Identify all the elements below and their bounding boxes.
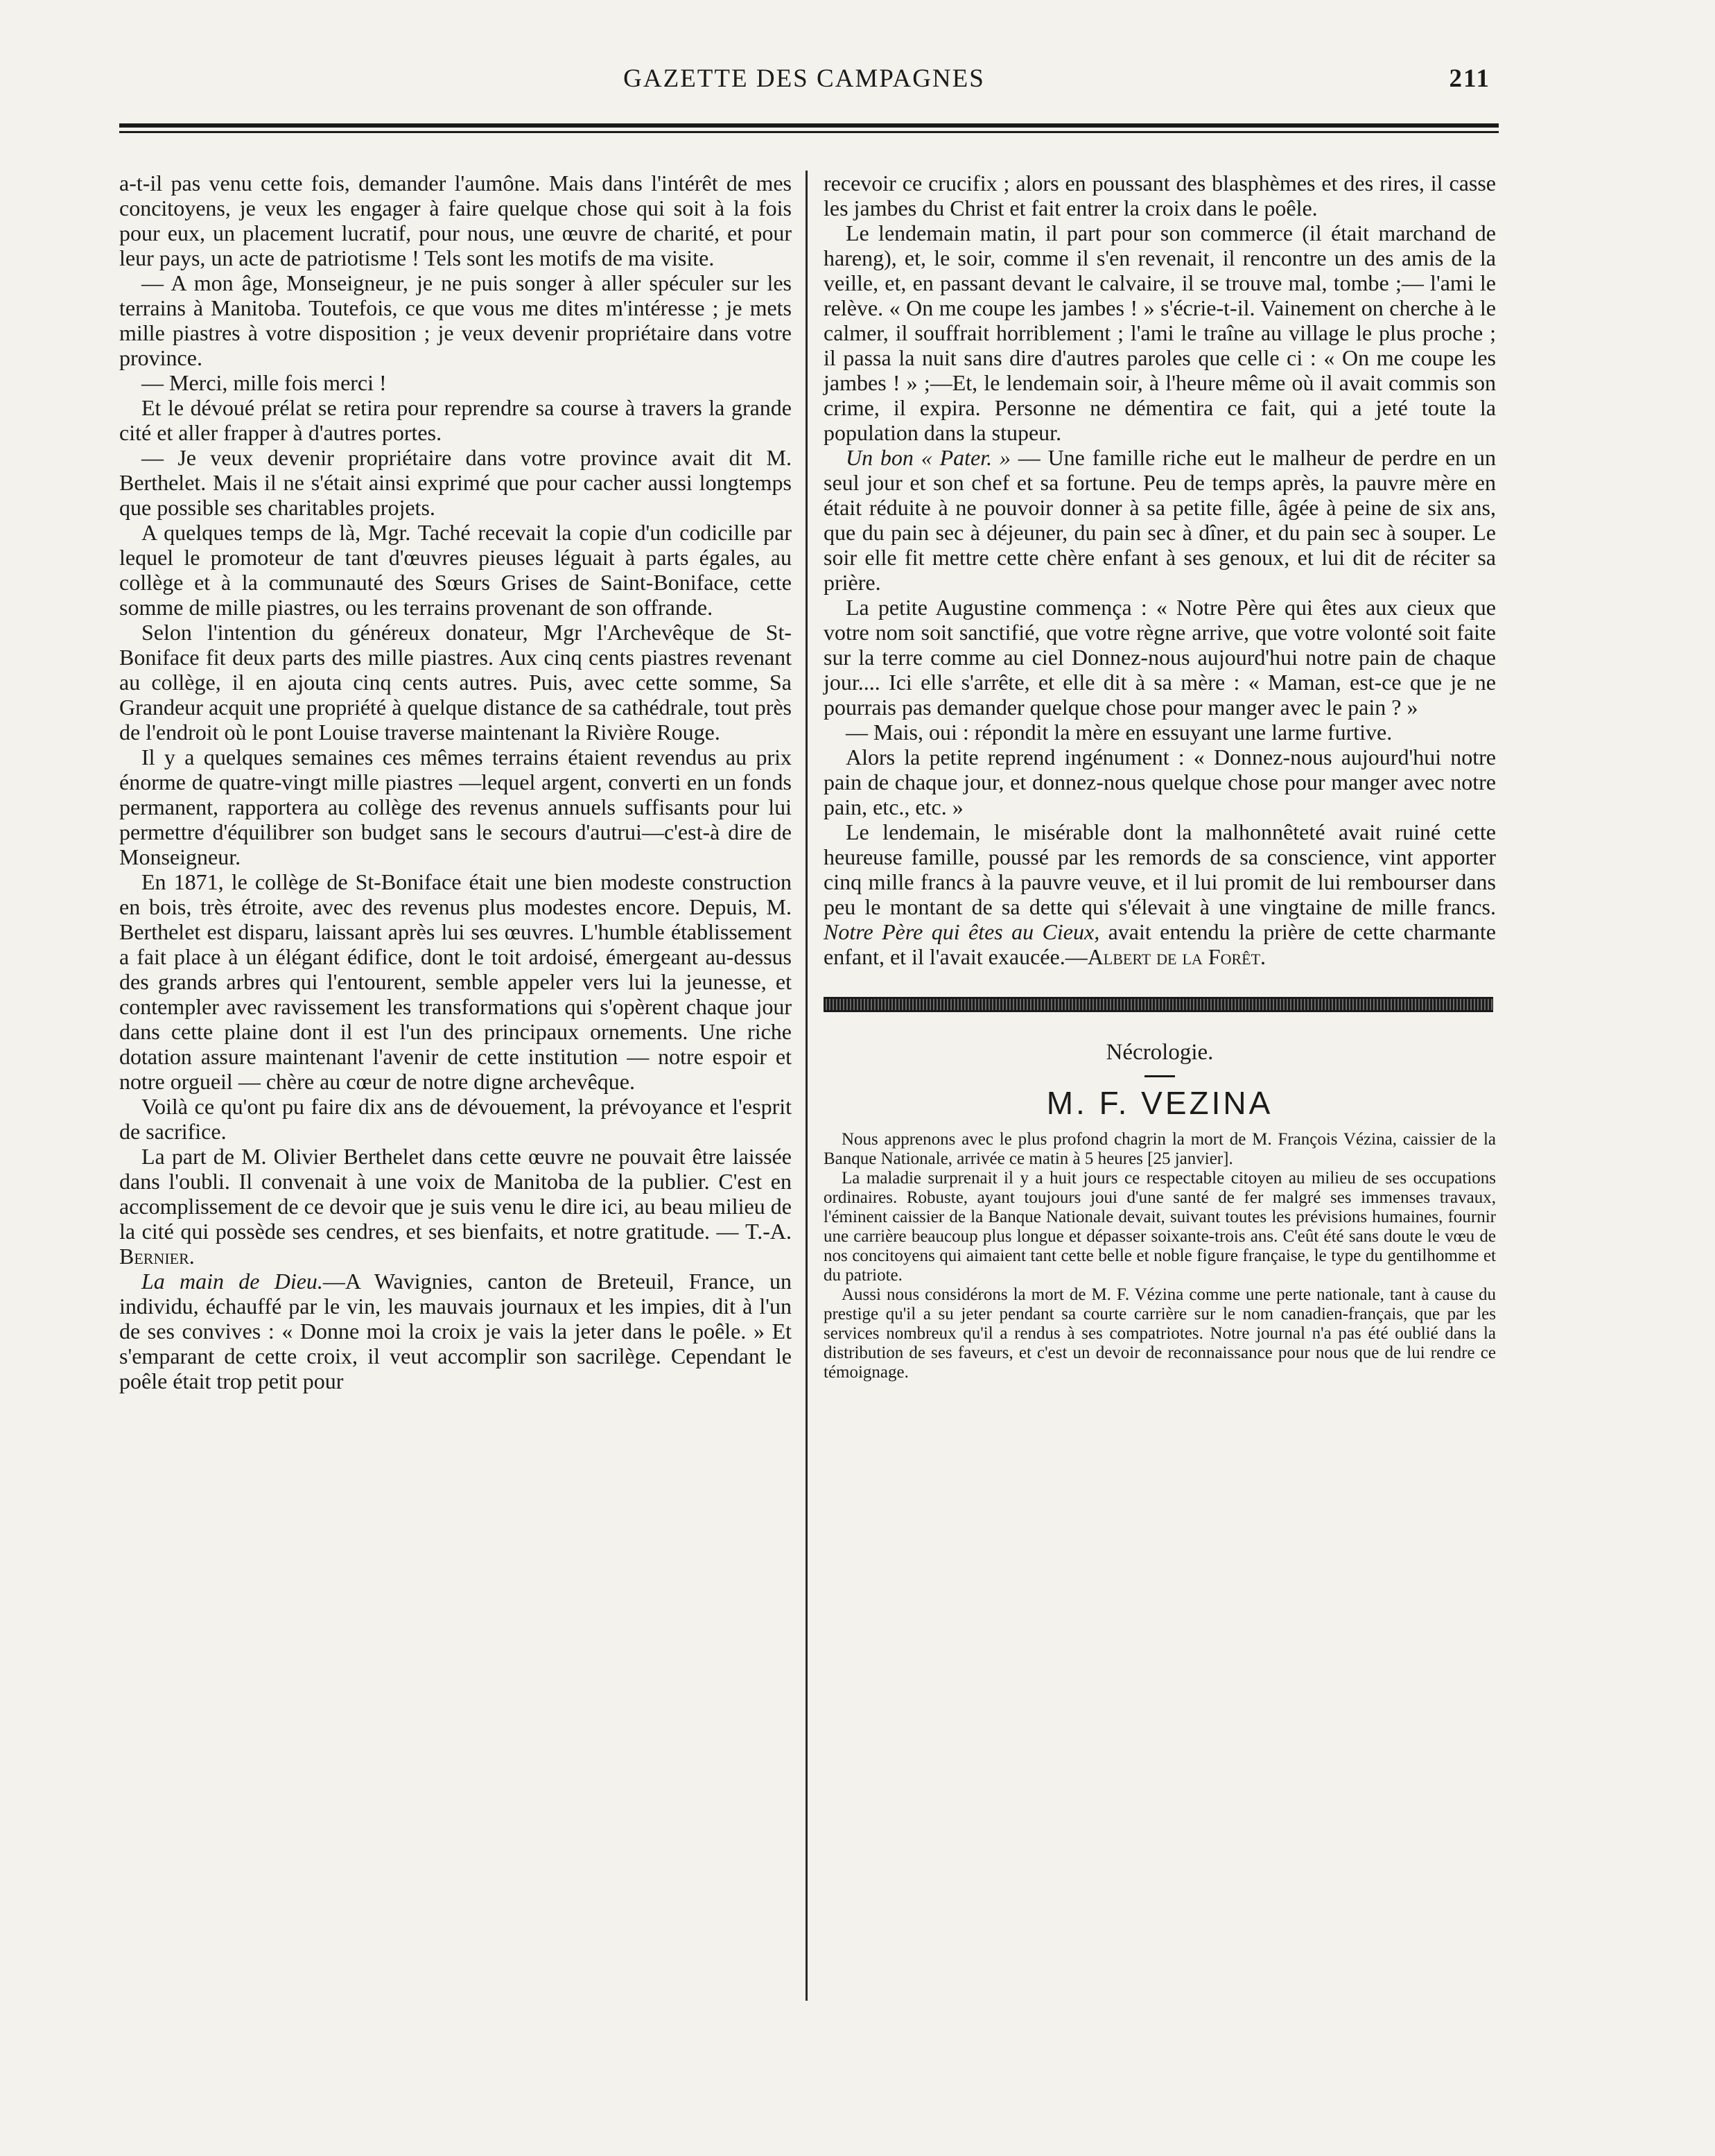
paragraph: — A mon âge, Monseigneur, je ne puis songer à aller spéculer sur les terrains à Manitoba. Toutefois, ce que vous me dites m'intéresse ; je mets mille piastres à votre disposition ; je veux devenir propriétaire dans votre province. bbox=[119, 270, 792, 370]
header-rule bbox=[119, 123, 1499, 133]
paragraph: En 1871, le collège de St-Boniface était une bien modeste construction en bois, très étroite, avec des revenus plus modestes encore. Depuis, M. Berthelet est disparu, laissant après lui ses œuvres. L'humble établissement a fait place à un élégant édifice, dont le toit ardoisé, émergeant au-dessus des grands arbres qui l'entourent, semble appeler vers lui la jeunesse, et contempler avec ravissement les transformations qui s'opèrent chaque jour dans cette plaine dont il est l'un des principaux ornements. Une riche dotation assure maintenant l'avenir de cette institution — notre espoir et notre orgueil — chère au cœur de notre digne archevêque. bbox=[119, 869, 792, 1094]
author-signature: Albert de la Forêt. bbox=[1087, 944, 1266, 969]
paragraph: Il y a quelques semaines ces mêmes terrains étaient revendus au prix énorme de quatre-vingt mille piastres —lequel argent, converti en un fonds permanent, rapportera au collège des revenus annuels suffisants pour lui permettre d'équilibrer son budget sans le secours d'autrui—c'est-à dire de Monseigneur. bbox=[119, 745, 792, 869]
paragraph-text: avait entendu la prière de cette charmante enfant, et il l'avait exaucée.— bbox=[824, 919, 1497, 969]
paragraph-with-signature bbox=[119, 1144, 792, 1269]
paragraph: Alors la petite reprend ingénument : « Donnez-nous aujourd'hui notre pain de chaque jour, et donnez-nous quelque chose pour manger avec notre pain, etc., etc. » bbox=[824, 745, 1496, 819]
paragraph-text: La part de M. Olivier Berthelet dans cette œuvre ne pouvait être laissée dans l'oubli. Il convenait à une voix de Manitoba de la publier. C'est en accomplissement de ce devoir que je suis venu le dire ici, au beau milieu de la cité qui possède ses cendres, et ses bienfaits, et notre gratitude. — bbox=[119, 1144, 792, 1244]
paragraph: Le lendemain matin, il part pour son commerce (il était marchand de hareng), et, le soir, comme il s'en revenait, il rencontre un des amis de la veille, et, en passant devant le calvaire, il se trouve mal, tombe ;— l'ami le relève. « On me coupe les jambes ! » s'écrie-t-il. Vainement on cherche à le calmer, il souffrait horriblement ; l'ami le traîne au village le plus proche ; il passa la nuit sans dire d'autres paroles que celle ci : « On me coupe les jambes ! » ;—Et, le lendemain soir, à l'heure même où il avait commis son crime, il expira. Personne ne démentira ce fait, qui a jeté toute la population dans la stupeur. bbox=[824, 220, 1496, 445]
italic-phrase: Notre Père qui êtes au Cieux, bbox=[824, 919, 1100, 944]
section-heading: Nécrologie. bbox=[1106, 1040, 1214, 1065]
paragraph: Voilà ce qu'ont pu faire dix ans de dévouement, la prévoyance et l'esprit de sacrifice. bbox=[119, 1094, 792, 1144]
paragraph: La petite Augustine commença : « Notre Père qui êtes aux cieux que votre nom soit sanctifié, que votre règne arrive, que votre volonté soit faite sur la terre comme au ciel Donnez-nous aujourd'hui notre pain de chaque jour.... Ici elle s'arrête, et elle dit à sa mère : « Maman, est-ce que je ne pourrais pas demander quelque chose pour manger avec le pain ? » bbox=[824, 595, 1496, 720]
paragraph-miracle bbox=[119, 1269, 792, 1393]
paragraph: Et le dévoué prélat se retira pour reprendre sa course à travers la grande cité et aller frapper à d'autres portes. bbox=[119, 395, 792, 445]
obituary-paragraph: La maladie surprenait il y a huit jours ce respectable citoyen au milieu de ses occupations ordinaires. Robuste, ayant toujours joui d'une santé de fer malgré ses immenses travaux, l'éminent caissier de la Banque Nationale devait, suivant toutes les prévisions humaines, fournir une carrière beaucoup plus longue et dépasser soixante-trois ans. C'eût été sans doute le vœu de nos concitoyens qui aimaient tant cette belle et noble figure française, le type du gentilhomme et du patriote. bbox=[824, 1169, 1496, 1285]
paragraph: A quelques temps de là, Mgr. Taché recevait la copie d'un codicille par lequel le promoteur de tant d'œuvres pieuses léguait à parts égales, au collège et à la communauté des Sœurs Grises de Saint-Boniface, cette somme de mille piastres, ou les terrains provenant de son offrande. bbox=[119, 520, 792, 620]
paragraph: — Mais, oui : répondit la mère en essuyant une larme furtive. bbox=[846, 720, 1393, 745]
article-lead: La main de Dieu. bbox=[141, 1269, 323, 1294]
running-head bbox=[118, 64, 1490, 97]
paragraph-with-signature bbox=[824, 819, 1496, 969]
right-column bbox=[824, 171, 1496, 1382]
paragraph: a-t-il pas venu cette fois, demander l'aumône. Mais dans l'intérêt de mes concitoyens, je veux les engager à faire quelque chose qui soit à la fois pour eux, un placement lucratif, pour nous, une œuvre de charité, et pour leur pays, un acte de patriotisme ! Tels sont les motifs de ma visite. bbox=[119, 171, 792, 270]
obituary-name: M. F. VEZINA bbox=[1046, 1085, 1273, 1121]
obituary-paragraph: Aussi nous considérons la mort de M. F. Vézina comme une perte nationale, tant à cause du prestige qu'il a su jeter pendant sa courte carrière sur le nom canadien-français, que par les services nombreux qu'il a rendus à ses compatriotes. Notre journal n'a pas été oublié dans la distribution de ses faveurs, et c'est un devoir de reconnaissance pour nous que de lui rendre ce témoignage. bbox=[824, 1285, 1496, 1382]
paragraph: Selon l'intention du généreux donateur, Mgr l'Archevêque de St-Boniface fit deux parts des mille piastres. Aux cinq cents piastres revenant au collège, il en ajouta cinq cents autres. Puis, avec cette somme, Sa Grandeur acquit une propriété à quelque distance de sa cathédrale, tout près de l'endroit où le pont Louise traverse maintenant la Rivière Rouge. bbox=[119, 620, 792, 745]
article-lead: Un bon « Pater. » bbox=[846, 445, 1011, 470]
paragraph-text: —A Wavignies, canton de Breteuil, France, un individu, échauffé par le vin, les mauvais journaux et les impies, dit à l'un de ses convives : « Donne moi la croix je vais la jeter dans le poêle. » Et s'emparant de cette croix, il veut accomplir son sacrilège. Cependant le poêle était trop petit pour bbox=[119, 1269, 792, 1393]
paragraph-text: Le lendemain, le misérable dont la malhonnêteté avait ruiné cette heureuse famille, poussé par les remords de sa conscience, vint apporter cinq mille francs à la pauvre veuve, et il lui promit de lui rembourser dans peu le montant de sa dette qui s'élevait à une vingtaine de mille francs. bbox=[824, 819, 1496, 919]
paragraph: recevoir ce crucifix ; alors en poussant des blasphèmes et des rires, il casse les jambes du Christ et fait entrer la croix dans le poêle. bbox=[824, 171, 1496, 220]
obituary-paragraph: Nous apprenons avec le plus profond chagrin la mort de M. François Vézina, caissier de la Banque Nationale, arrivée ce matin à 5 heures [25 janvier]. bbox=[824, 1130, 1496, 1168]
section-divider bbox=[824, 997, 1493, 1012]
page-number: 211 bbox=[1449, 64, 1490, 93]
running-title: GAZETTE DES CAMPAGNES bbox=[623, 64, 985, 93]
paragraph-pater bbox=[824, 445, 1496, 595]
column-divider bbox=[806, 171, 808, 2001]
obituary-body bbox=[824, 1130, 1496, 1382]
paragraph: — Je veux devenir propriétaire dans votre province avait dit M. Berthelet. Mais il ne s'était ainsi exprimé que pour cacher aussi longtemps que possible ses charitables projets. bbox=[119, 445, 792, 520]
paragraph-text: — Une famille riche eut le malheur de perdre en un seul jour et son chef et sa fortune. Peu de temps après, la pauvre mère en était réduite à ne pouvoir donner à sa petite fille, âgée à peine de six ans, que du pain sec à déjeuner, du pain sec à dîner, et du pain sec à souper. Le soir elle fit mettre cette chère enfant à ses genoux, et lui dit de réciter sa prière. bbox=[824, 445, 1497, 595]
short-rule bbox=[1144, 1075, 1175, 1077]
author-signature: T.-A. Bernier. bbox=[119, 1219, 792, 1269]
paragraph: — Merci, mille fois merci ! bbox=[141, 370, 387, 395]
left-column bbox=[119, 171, 792, 1393]
